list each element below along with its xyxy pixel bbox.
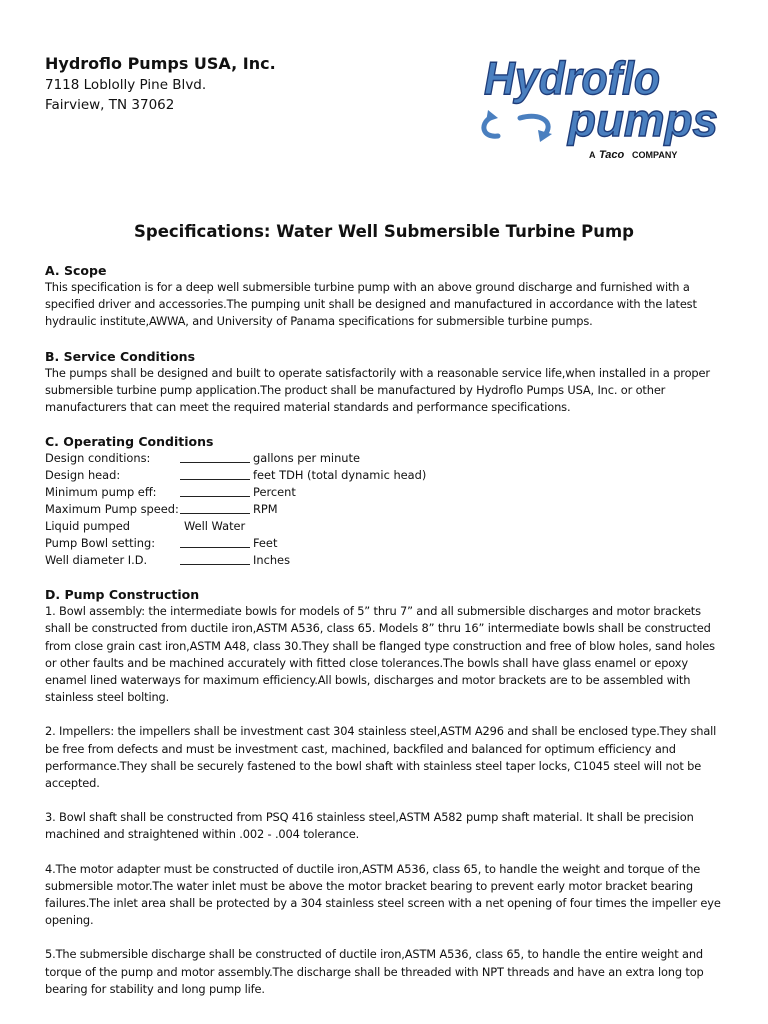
operating-conditions-table bbox=[45, 450, 725, 569]
condition-label: Liquid pumped bbox=[45, 519, 130, 534]
logo-pumps-text: pumps bbox=[566, 94, 718, 146]
section-text: This specification is for a deep well submersible turbine pump with an above ground discharge and furnished with a specified driver and accessories.The pumping unit shall be designed and manufactured in accordance with the latest hydraulic institute,AWWA, and University of Panama specifications for submersible turbine pumps. bbox=[45, 280, 697, 329]
condition-label: Design conditions: bbox=[45, 451, 151, 466]
section-text: The pumps shall be designed and built to operate satisfactorily with a reasonable service life,when installed in a proper submersible turbine pump application.The product shall be manufactured by Hydroflo Pumps USA, Inc. or other manufacturers that can meet the required material standards and performance specifications. bbox=[45, 365, 710, 415]
section-heading: D. Pump Construction bbox=[45, 587, 200, 603]
condition-unit: Feet bbox=[253, 536, 278, 551]
section-service-conditions bbox=[45, 348, 725, 417]
logo-tagline-prefix: A bbox=[589, 150, 596, 160]
condition-blank-field[interactable] bbox=[180, 450, 250, 463]
condition-label: Design head: bbox=[45, 468, 121, 483]
section-heading: A. Scope bbox=[45, 263, 107, 278]
condition-unit: RPM bbox=[253, 502, 278, 517]
logo-taco-brand: Taco bbox=[599, 149, 625, 161]
condition-label: Well diameter I.D. bbox=[45, 553, 148, 568]
construction-item: 2. Impellers: the impellers shall be investment cast 304 stainless steel,ASTM A296 and shall be enclosed type.They shall be free from defects and must be investment cast, machined, backfiled and balanced for optimum efficiency and performance.They shall be securely fastened to the bowl shaft with stainless steel taper locks, C1045 steel will not be accepted. bbox=[45, 724, 717, 791]
condition-unit: feet TDH (total dynamic head) bbox=[253, 468, 427, 483]
section-heading: C. Operating Conditions bbox=[45, 434, 214, 450]
company-name: Hydroflo Pumps USA, Inc. bbox=[45, 54, 276, 73]
section-scope bbox=[45, 262, 725, 331]
condition-unit: Inches bbox=[253, 553, 291, 568]
section-heading: B. Service Conditions bbox=[45, 348, 196, 364]
operating-condition-row bbox=[45, 467, 725, 484]
condition-value: Well Water bbox=[184, 519, 246, 534]
spec-content bbox=[45, 262, 725, 1015]
hydroflo-logo bbox=[460, 52, 722, 164]
construction-items bbox=[45, 603, 725, 998]
document-title: Specifications: Water Well Submersible Turbine Pump bbox=[134, 222, 634, 241]
logo-circular-arrows-icon bbox=[484, 110, 552, 142]
construction-item: 1. Bowl assembly: the intermediate bowls for models of 5” thru 7” and all submersible discharges and motor brackets shall be constructed from ductile iron,ASTM A536, class 65. Models 8” thru 16” intermediate bowls shall be constructed from close grain cast iron,ASTM A48, class 30.They shall be flanged type construction and free of blow holes, sand holes or other faults and be machined accurately with fitted close tolerances.The bowls shall have glass enamel or epoxy enamel lined waterways for maximum efficiency.All bowls, discharges and motor brackets are to be assembled with stainless steel bolting. bbox=[45, 604, 715, 705]
condition-blank-field[interactable] bbox=[180, 501, 250, 514]
address-line-2: Fairview, TN 37062 bbox=[45, 97, 175, 113]
condition-label: Pump Bowl setting: bbox=[45, 536, 156, 551]
operating-condition-row bbox=[45, 518, 725, 535]
operating-condition-row bbox=[45, 450, 725, 467]
logo-hydroflo-text: Hydroflo bbox=[484, 52, 660, 104]
construction-item: 4.The motor adapter must be constructed of ductile iron,ASTM A536, class 65, to handle the weight and torque of the submersible motor.The water inlet must be above the motor bracket bearing to prevent early motor bracket bearing failures.The inlet area shall be protected by a 304 stainless steel screen with a net opening of four times the impeller eye opening. bbox=[45, 861, 721, 928]
construction-item: 5.The submersible discharge shall be constructed of ductile iron,ASTM A536, class 65, to handle the entire weight and torque of the pump and motor assembly.The discharge shall be threaded with NPT threads and have an extra long top bearing for stability and long pump life. bbox=[45, 947, 704, 996]
condition-blank-field[interactable] bbox=[180, 552, 250, 565]
operating-condition-row bbox=[45, 552, 725, 569]
condition-unit: Percent bbox=[253, 485, 296, 500]
condition-blank-field[interactable] bbox=[180, 484, 250, 497]
operating-condition-row bbox=[45, 501, 725, 518]
section-operating-conditions bbox=[45, 433, 725, 569]
section-pump-construction bbox=[45, 586, 725, 998]
logo-tagline-suffix: COMPANY bbox=[632, 150, 678, 160]
condition-label: Maximum Pump speed: bbox=[45, 502, 179, 517]
address-line-1: 7118 Loblolly Pine Blvd. bbox=[45, 77, 207, 93]
condition-label: Minimum pump eff: bbox=[45, 485, 157, 500]
condition-blank-field[interactable] bbox=[180, 535, 250, 548]
company-address-block bbox=[45, 54, 276, 115]
condition-blank-field[interactable] bbox=[180, 467, 250, 480]
operating-condition-row bbox=[45, 484, 725, 501]
construction-item: 3. Bowl shaft shall be constructed from PSQ 416 stainless steel,ASTM A582 pump shaft material. It shall be precision machined and straightened within .002 - .004 tolerance. bbox=[45, 810, 694, 842]
operating-condition-row bbox=[45, 535, 725, 552]
condition-unit: gallons per minute bbox=[253, 451, 360, 466]
